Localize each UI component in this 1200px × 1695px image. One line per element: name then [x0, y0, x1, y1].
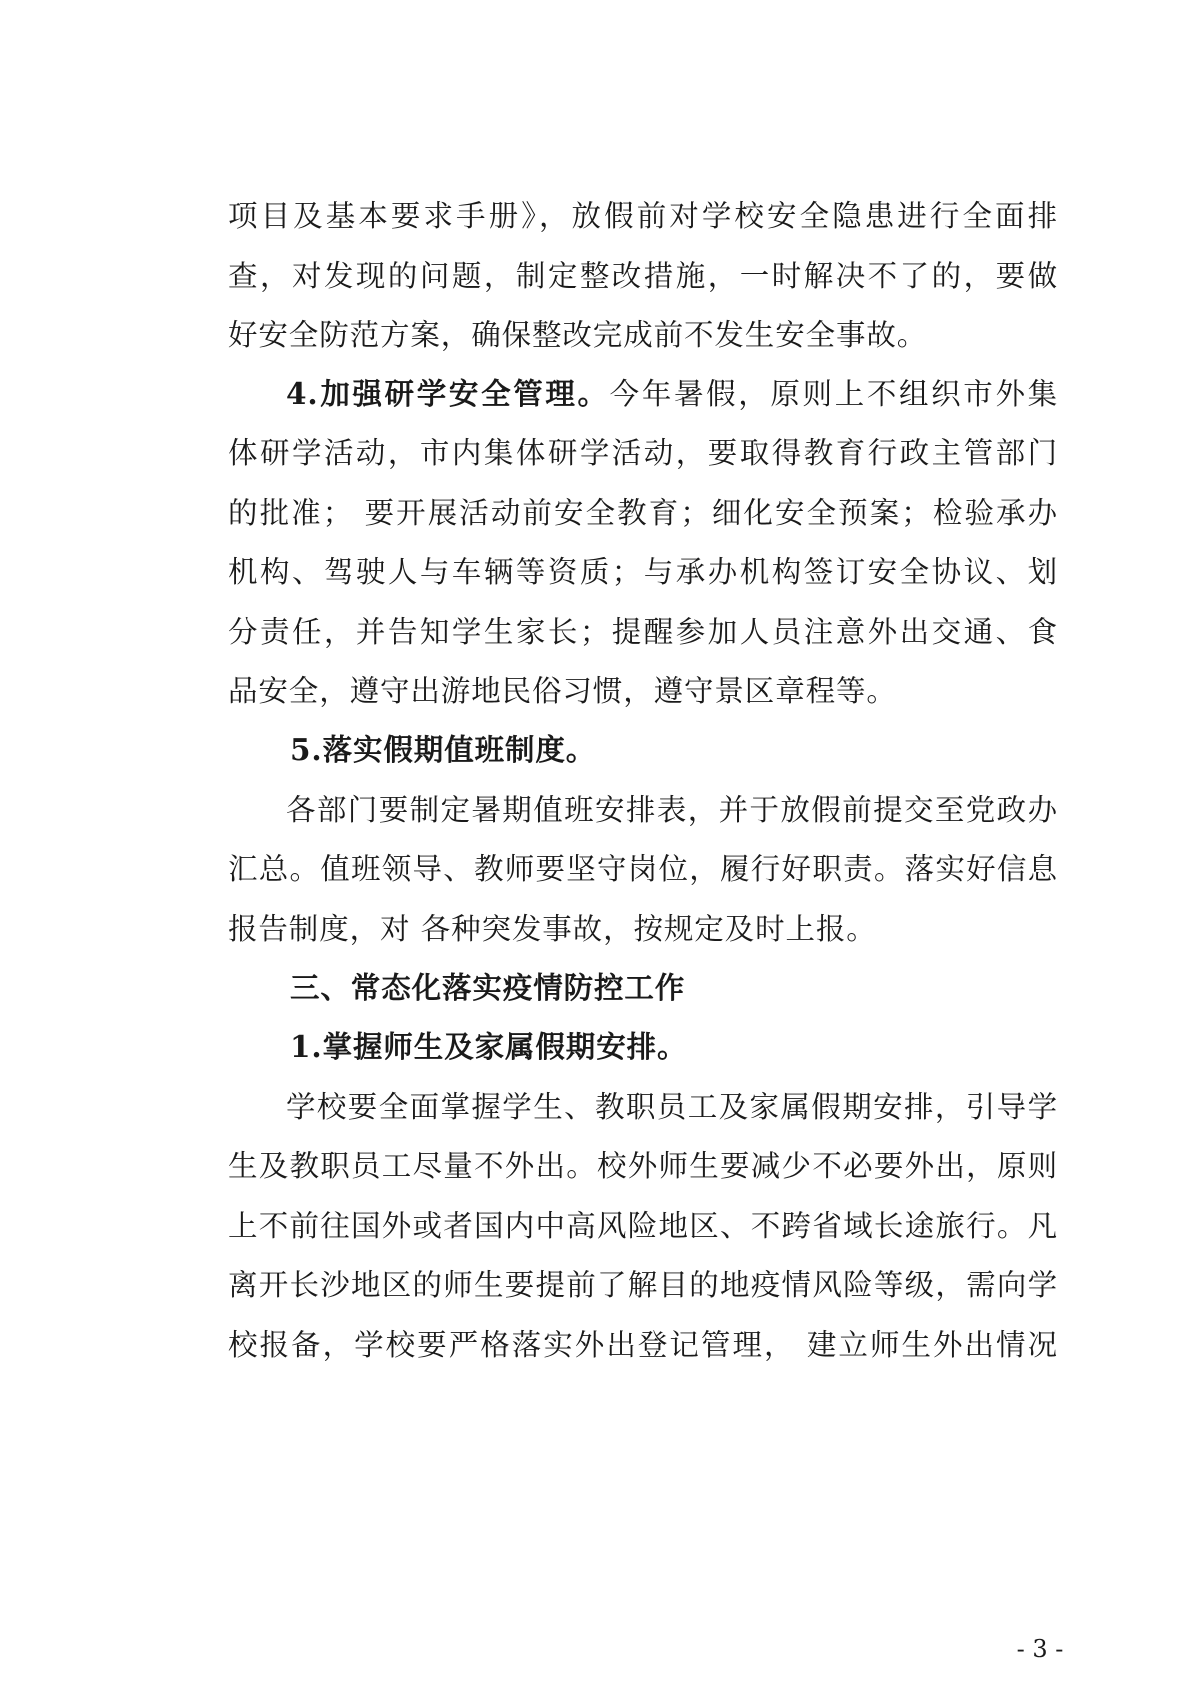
- section-5-heading: 5.落实假期值班制度。: [290, 732, 597, 767]
- body-line-11: 各部门要制定暑期值班安排表，并于放假前提交至党政办: [286, 793, 1058, 827]
- subsection-1-heading: 1.掌握师生及家属假期安排。: [290, 1029, 688, 1064]
- body-line-13: 报告制度，对 各种突发事故，按规定及时上报。: [228, 912, 877, 946]
- body-line-9: 品安全，遵守出游地民俗习惯，遵守景区章程等。: [228, 674, 897, 708]
- body-line-6: 的批准； 要开展活动前安全教育；细化安全预案；检验承办: [228, 496, 1058, 530]
- body-line-7: 机构、驾驶人与车辆等资质；与承办机构签订安全协议、划: [228, 555, 1058, 589]
- body-line-3: 好安全防范方案，确保整改完成前不发生安全事故。: [228, 318, 928, 352]
- body-line-17: 生及教职员工尽量不外出。校外师生要减少不必要外出，原则: [228, 1149, 1058, 1183]
- section-4-text: 今年暑假，原则上不组织市外集: [609, 377, 1058, 411]
- section-4-heading: 4.加强研学安全管理。: [286, 376, 610, 411]
- body-line-8: 分责任，并告知学生家长；提醒参加人员注意外出交通、食: [228, 615, 1058, 649]
- body-line-2: 查，对发现的问题，制定整改措施，一时解决不了的，要做: [228, 259, 1058, 293]
- body-line-12: 汇总。值班领导、教师要坚守岗位，履行好职责。落实好信息: [228, 852, 1058, 886]
- body-line-16: 学校要全面掌握学生、教职员工及家属假期安排，引导学: [286, 1090, 1058, 1124]
- body-line-1: 项目及基本要求手册》，放假前对学校安全隐患进行全面排: [228, 199, 1058, 233]
- section-4-line: [286, 374, 1058, 414]
- body-line-18: 上不前往国外或者国内中高风险地区、不跨省域长途旅行。凡: [228, 1209, 1058, 1243]
- body-line-20: 校报备，学校要严格落实外出登记管理， 建立师生外出情况: [228, 1328, 1058, 1362]
- body-line-5: 体研学活动，市内集体研学活动，要取得教育行政主管部门: [228, 436, 1058, 470]
- page-number: - 3 -: [1016, 1635, 1064, 1663]
- section-three-heading: 三、常态化落实疫情防控工作: [290, 970, 686, 1005]
- body-line-19: 离开长沙地区的师生要提前了解目的地疫情风险等级，需向学: [228, 1268, 1058, 1302]
